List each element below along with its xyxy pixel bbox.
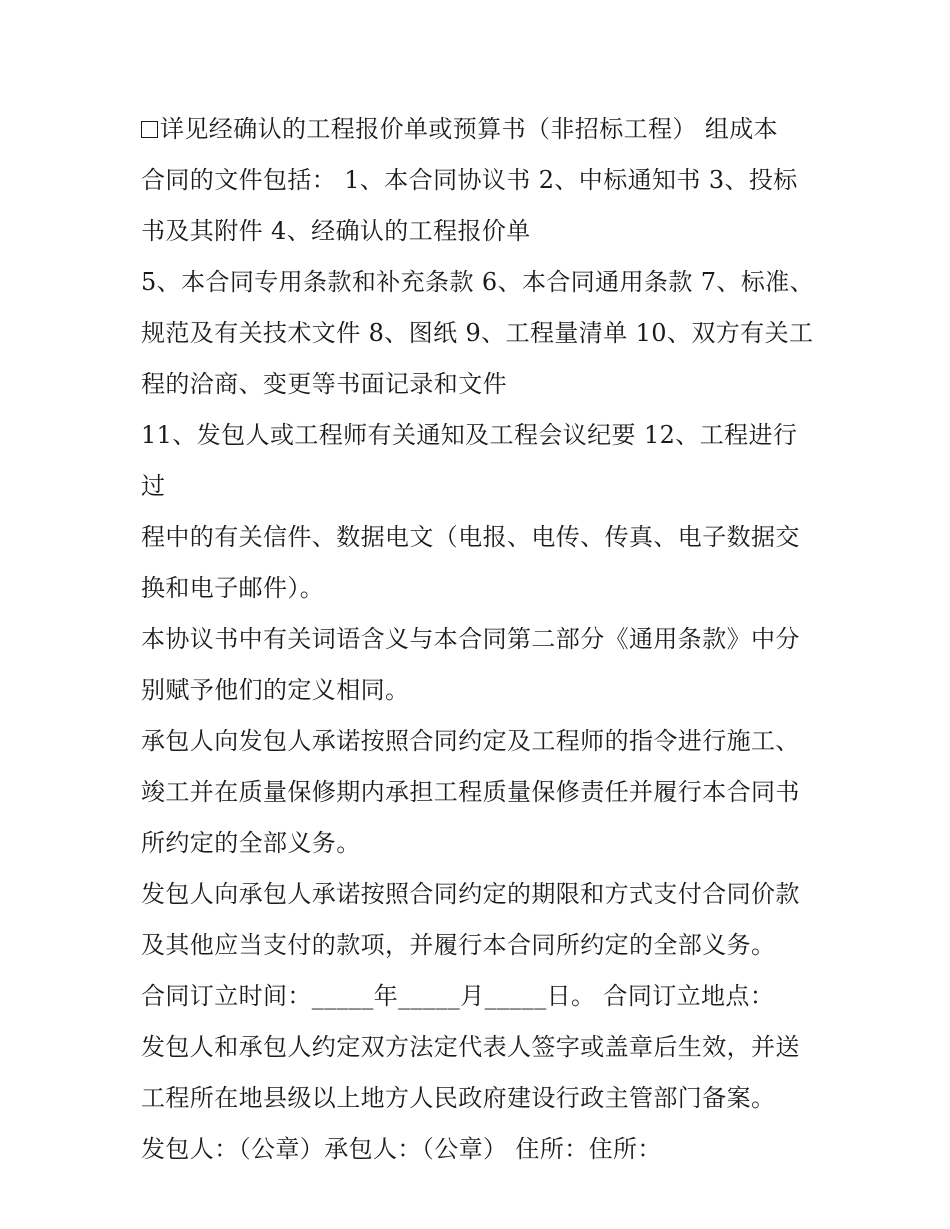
paragraph-employer-promise: 发包人向承包人承诺按照合同约定的期限和方式支付合同价款 及其他应当支付的款项，并履行本合同所约定的全部义务。 [141,880,800,959]
paragraph-signature-block: 发包人：（公章）承包人：（公章） 住所：住所： [141,1135,662,1163]
paragraph-text: 详见经确认的工程报价单或预算书（非招标工程） 组成本 合同的文件包括： 1、本合同协议书 2、中标通知书 3、投标 书及其附件 4、经确认的工程报价单 [141,115,798,245]
paragraph-effectiveness: 发包人和承包人约定双方法定代表人签字或盖章后生效，并送 工程所在地县级以上地方人民政府建设行政主管部门备案。 [141,1033,800,1112]
paragraph-terms-definition: 本协议书中有关词语含义与本合同第二部分《通用条款》中分 别赋予他们的定义相同。 [141,625,800,704]
paragraph-documents-continued: 5、本合同专用条款和补充条款 6、本合同通用条款 7、标准、 规范及有关技术文件 8、图纸 9、工程量清单 10、双方有关工 程的洽商、变更等书面记录和文件 [141,268,815,398]
paragraph-contractor-promise: 承包人向发包人承诺按照合同约定及工程师的指令进行施工、 竣工并在质量保修期内承担工程质量保修责任并履行本合同书 所约定的全部义务。 [141,727,800,857]
paragraph-contract-documents [141,104,821,257]
paragraph-documents-end: 11、发包人或工程师有关通知及工程会议纪要 12、工程进行过 程中的有关信件、数据电文（电报、电传、传真、电子数据交 换和电子邮件）。 [141,421,800,602]
document-body [141,104,821,1175]
paragraph-signing-date-place: 合同订立时间：_____年_____月_____日。 合同订立地点： [141,982,775,1010]
checkbox-icon[interactable] [141,121,158,138]
